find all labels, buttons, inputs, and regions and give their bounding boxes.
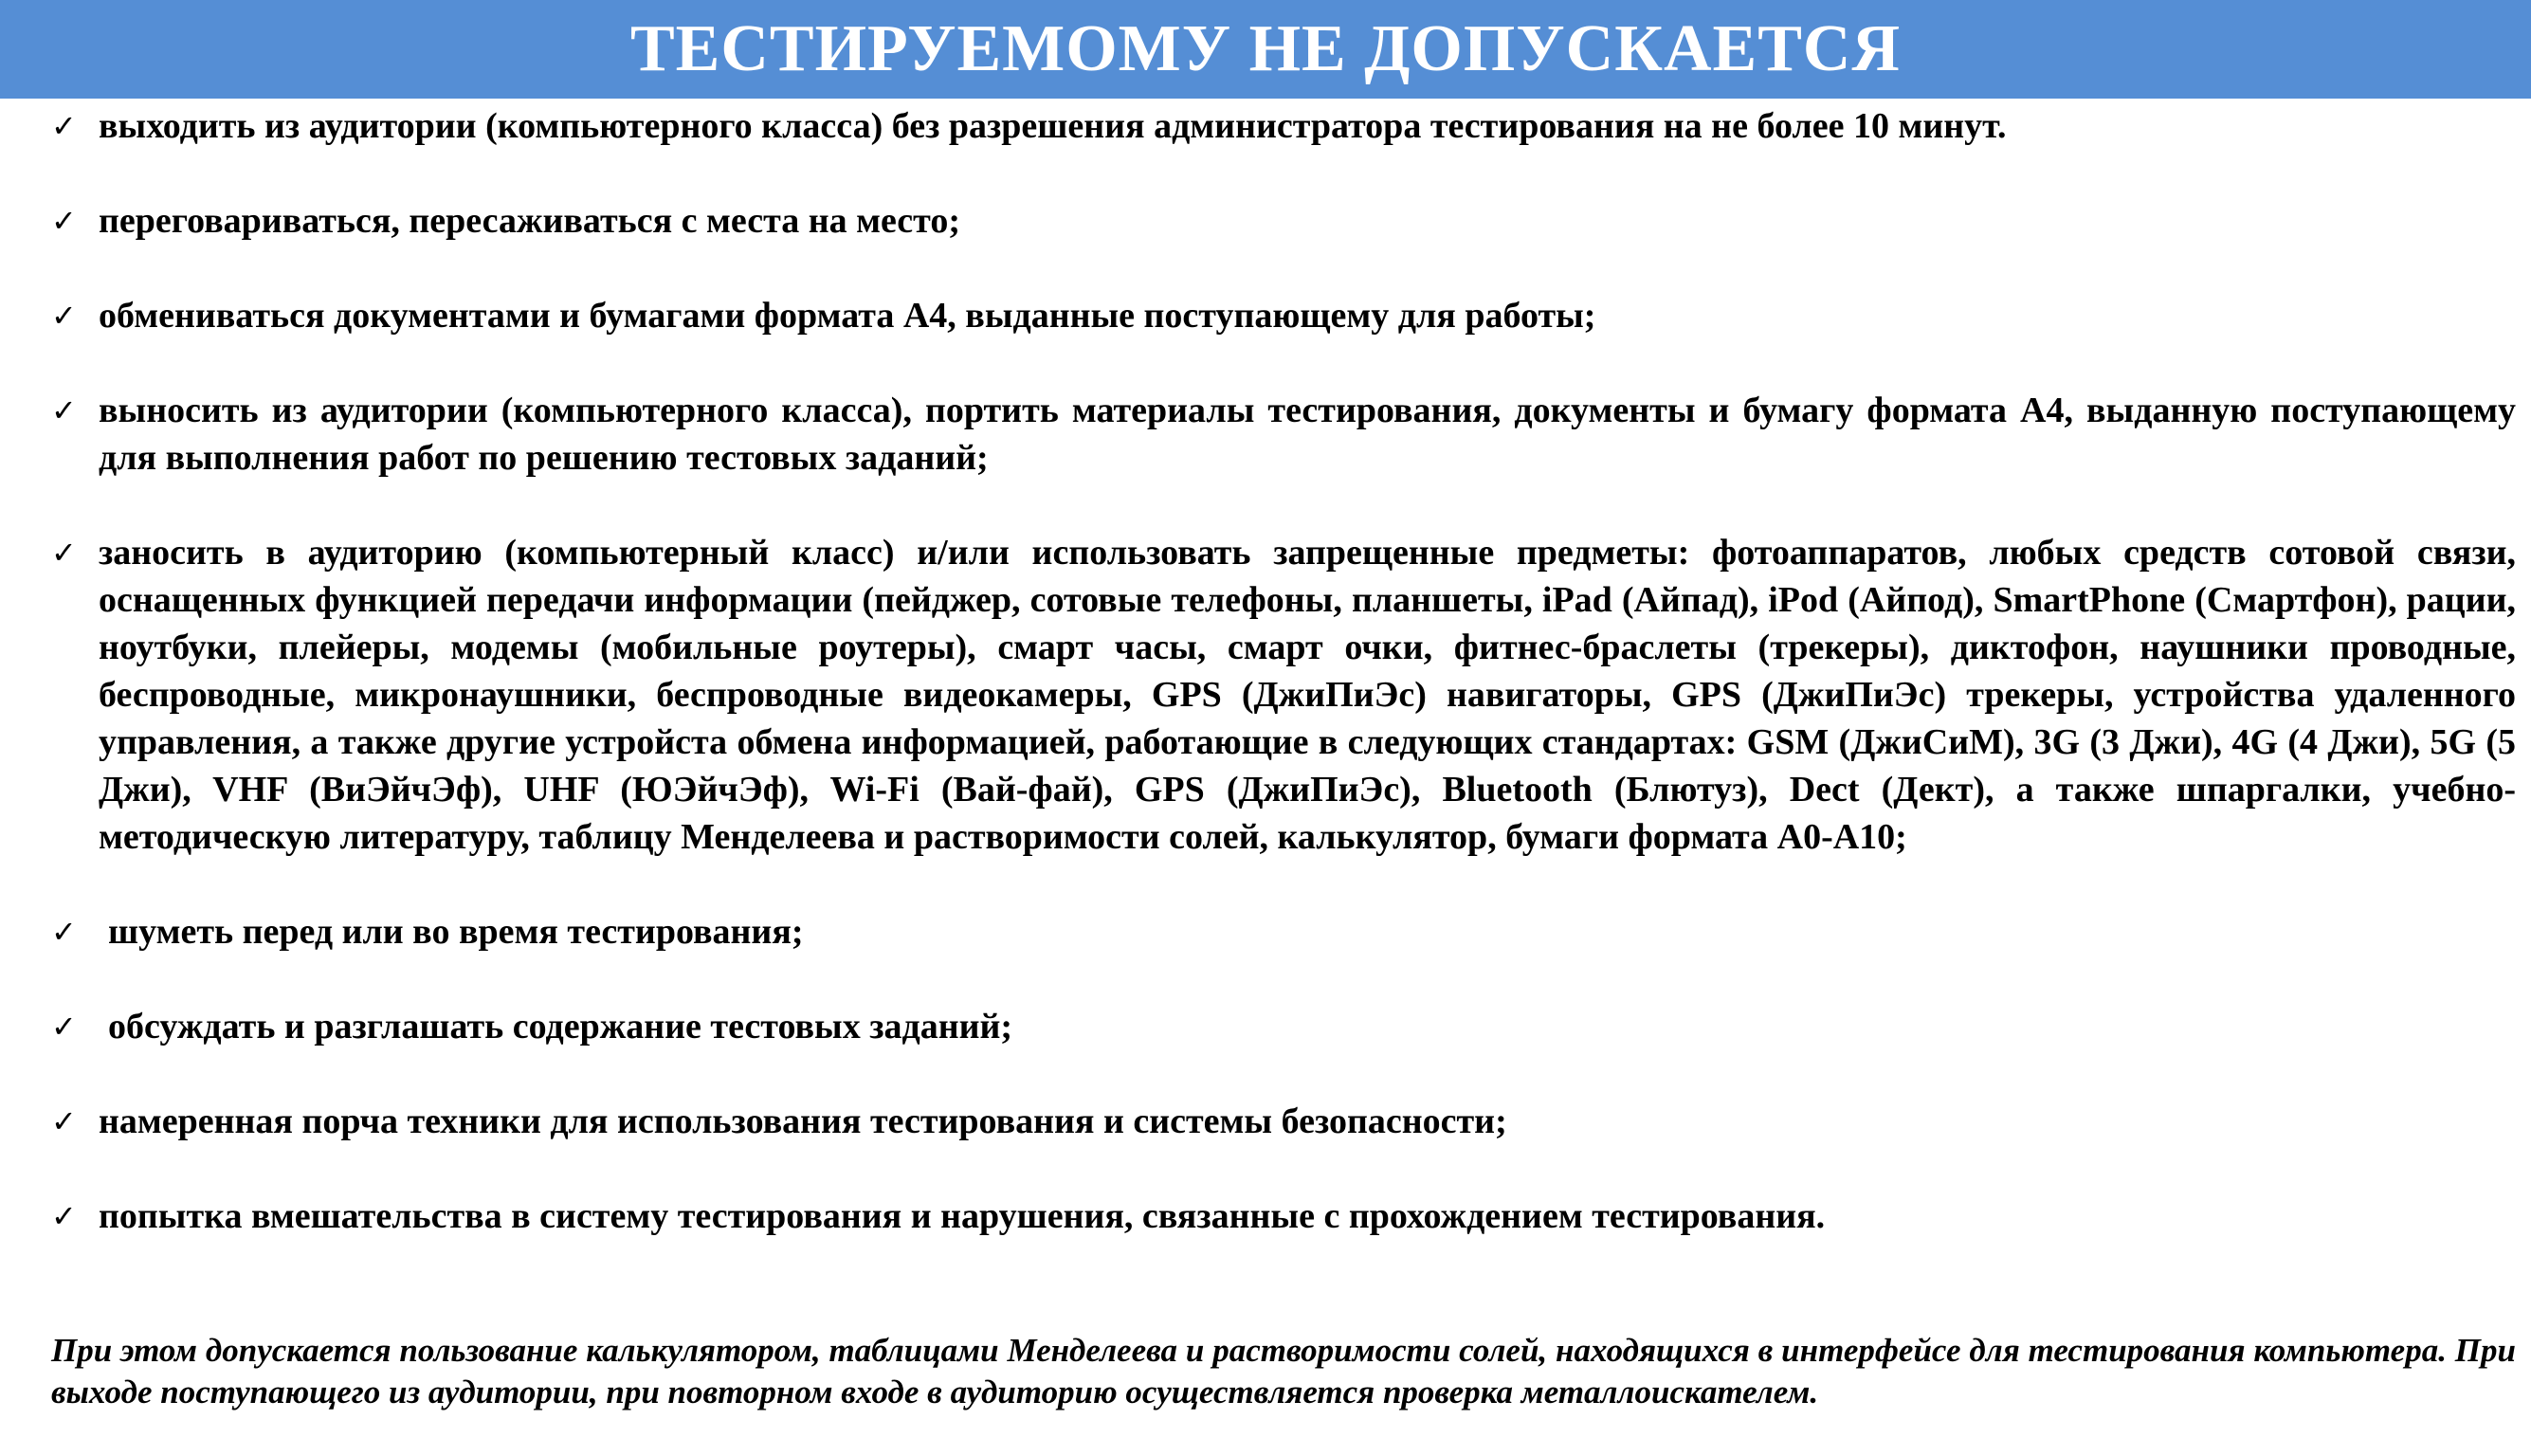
list-item-text: попытка вмешательства в систему тестирования и нарушения, связанные с прохождением тестирования. bbox=[99, 1196, 1826, 1236]
list-item bbox=[51, 1098, 2516, 1145]
list-item-text: выносить из аудитории (компьютерного класса), портить материалы тестирования, документы и бумагу формата А4, выданную поступающему для выполнения работ по решению тестовых заданий; bbox=[99, 391, 2516, 478]
list-item-text: намеренная порча техники для использования тестирования и системы безопасности; bbox=[99, 1101, 1507, 1141]
check-icon: ✓ bbox=[51, 392, 77, 428]
list-item-text: переговариваться, пересаживаться с места на место; bbox=[99, 201, 960, 241]
check-icon: ✓ bbox=[51, 298, 77, 334]
list-item bbox=[51, 1192, 2516, 1240]
check-icon: ✓ bbox=[51, 535, 77, 571]
list-item-text: заносить в аудиторию (компьютерный класс) и/или использовать запрещенные предметы: фотоаппаратов, любых средств сотовой связи, оснащенных функцией передачи информации (пейджер, сотовые телефоны, планшеты, iPad (Айпад), iPod (Айпод), SmartPhone (Смартфон), рации, ноутбуки, плейеры, модемы (мобильные роутеры), смарт часы, смарт очки, фитнес-браслеты (трекеры), диктофон, наушники проводные, беспроводные, микронаушники, беспроводные видеокамеры, GPS (ДжиПиЭс) навигаторы, GPS (ДжиПиЭс) трекеры, устройства удаленного управления, а также другие устройста обмена информацией, работающие в следующих стандартах: GSM (ДжиСиМ), 3G (3 Джи), 4G (4 Джи), 5G (5 Джи), VHF (ВиЭйчЭф), UHF (ЮЭйчЭф), Wi-Fi (Вай-фай), GPS (ДжиПиЭс), Bluetooth (Блютуз), Dect (Дект), а также шпаргалки, учебно-методическую литературу, таблицу Менделеева и растворимости солей, калькулятор, бумаги формата А0-А10; bbox=[99, 533, 2516, 857]
check-icon: ✓ bbox=[51, 108, 77, 144]
check-icon: ✓ bbox=[51, 1198, 77, 1234]
page-title: ТЕСТИРУЕМОМУ НЕ ДОПУСКАЕТСЯ bbox=[629, 12, 1901, 85]
footnote: При этом допускается пользование калькулятором, таблицами Менделеева и растворимости солей, находящихся в интерфейсе для тестирования компьютера. При выходе поступающего из аудитории, при повторном входе в аудиторию осуществляется проверка металлоискателем. bbox=[51, 1332, 2516, 1410]
list-item bbox=[51, 908, 2516, 956]
prohibited-actions-list bbox=[51, 102, 2516, 1240]
list-item-text: обсуждать и разглашать содержание тестовых заданий; bbox=[108, 1007, 1013, 1046]
list-item bbox=[51, 529, 2516, 861]
list-item-text: выходить из аудитории (компьютерного класса) без разрешения администратора тестирования на не более 10 минут. bbox=[99, 106, 2007, 146]
check-icon: ✓ bbox=[51, 203, 77, 239]
list-item bbox=[51, 1003, 2516, 1050]
list-item bbox=[51, 387, 2516, 482]
list-item-text: шуметь перед или во время тестирования; bbox=[108, 912, 804, 952]
list-item bbox=[51, 197, 2516, 245]
check-icon: ✓ bbox=[51, 914, 77, 950]
list-item bbox=[51, 292, 2516, 339]
list-item-text: обмениваться документами и бумагами формата А4, выданные поступающему для работы; bbox=[99, 296, 1596, 336]
check-icon: ✓ bbox=[51, 1103, 77, 1139]
title-banner bbox=[0, 0, 2531, 99]
list-item bbox=[51, 102, 2516, 150]
check-icon: ✓ bbox=[51, 1009, 77, 1045]
